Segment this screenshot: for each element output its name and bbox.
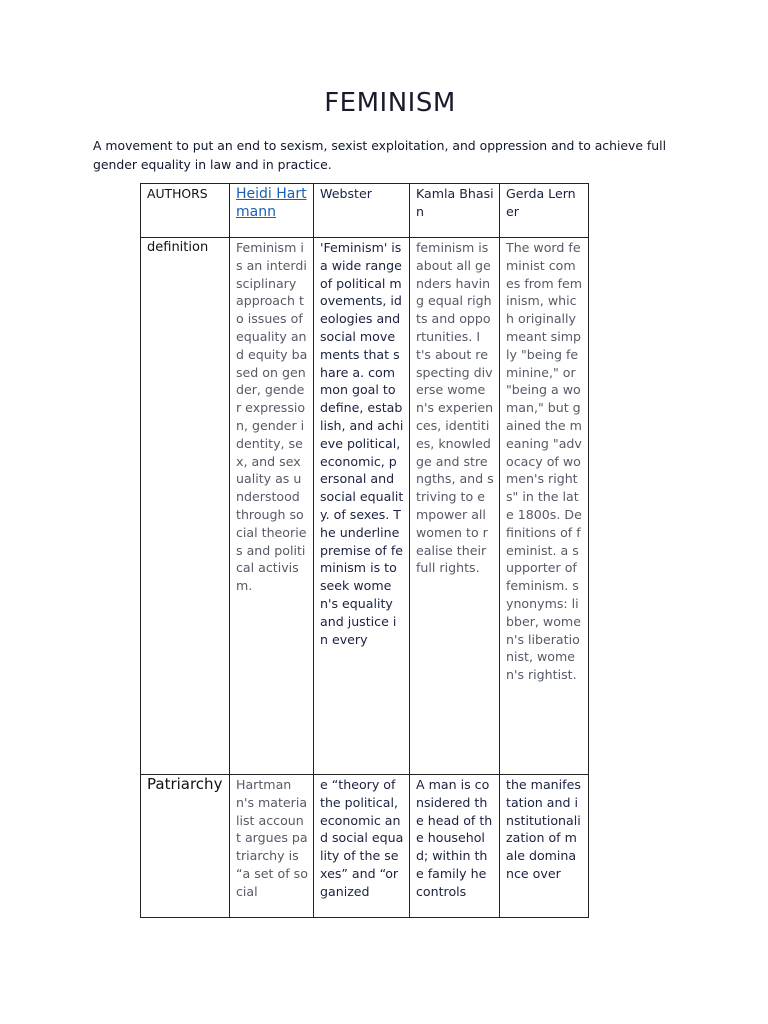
- patriarchy-bhasin: A man is considered the head of the household; within the family he controls: [410, 775, 500, 918]
- patriarchy-label: Patriarchy: [141, 775, 230, 918]
- definition-row: [141, 238, 589, 775]
- definition-lerner: The word feminist comes from feminism, which originally meant simply "being feminine," or "being a woman," but gained the meaning "advocacy of women's rights" in the late 1800s. Definitions of feminist. a supporter of feminism. synonyms: libber, women's liberationist, women's rightist.: [500, 238, 589, 775]
- document-title: FEMINISM: [324, 88, 456, 118]
- intro-paragraph: A movement to put an end to sexism, sexist exploitation, and oppression and to achieve full gender equality in law and in practice.: [93, 138, 667, 172]
- definition-bhasin: feminism is about all genders having equal rights and opportunities. It's about respecting diverse women's experiences, identities, knowledge and strengths, and striving to empower all women to realise their full rights.: [410, 238, 500, 775]
- table-header-row: [141, 184, 589, 238]
- patriarchy-row: [141, 775, 589, 918]
- author-link-heidi-hartmann[interactable]: Heidi Hartmann: [236, 186, 307, 220]
- definition-label: definition: [141, 238, 230, 775]
- author-cell-webster: Webster: [314, 184, 410, 238]
- patriarchy-hartmann: Hartmann's materialist account argues patriarchy is “a set of social: [230, 775, 314, 918]
- patriarchy-webster: e “theory of the political, economic and social equality of the sexes” and “organized: [314, 775, 410, 918]
- author-cell-bhasin: Kamla Bhasin: [410, 184, 500, 238]
- authors-header-cell: AUTHORS: [141, 184, 230, 238]
- author-cell-lerner: Gerda Lerner: [500, 184, 589, 238]
- definition-hartmann: Feminism is an interdisciplinary approach to issues of equality and equity based on gender, gender expression, gender identity, sex, and sexuality as understood through social theories and political activism.: [230, 238, 314, 775]
- author-cell-hartmann: [230, 184, 314, 238]
- definition-webster: 'Feminism' is a wide range of political movements, ideologies and social movements that share a. common goal to define, establish, and achieve political, economic, personal and social equality. of sexes. The underline premise of feminism is to seek women's equality and justice in every: [314, 238, 410, 775]
- patriarchy-lerner: the manifestation and institutionalization of male dominance over: [500, 775, 589, 918]
- authors-table: [140, 183, 589, 918]
